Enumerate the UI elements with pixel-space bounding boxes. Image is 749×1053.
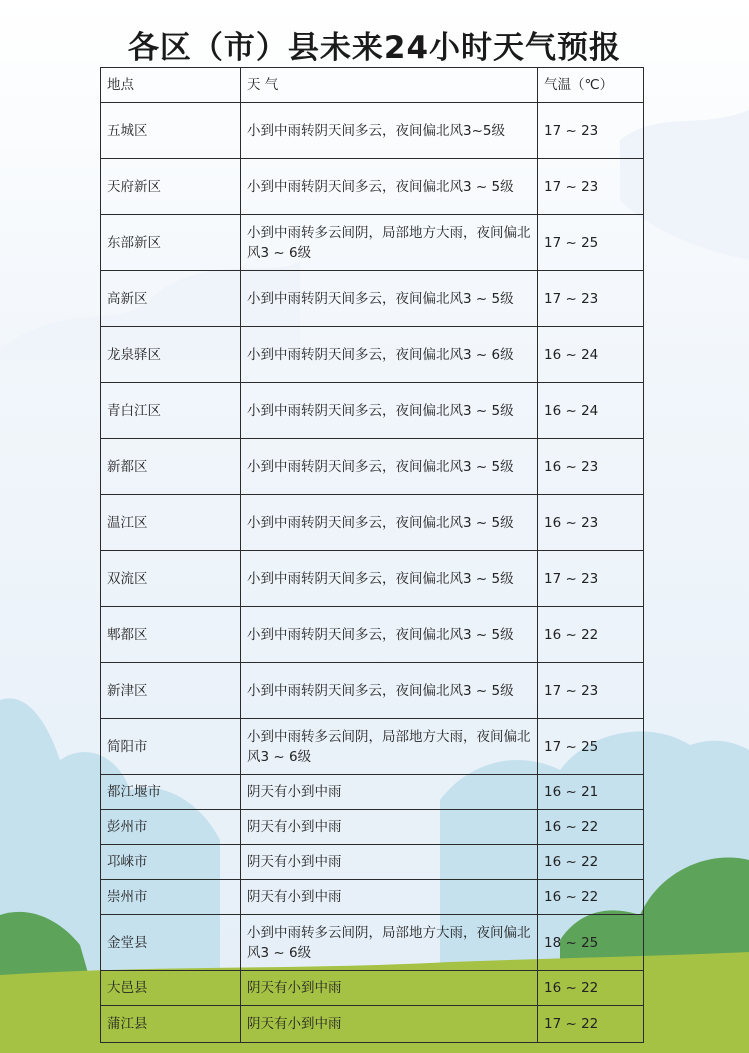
cell-place: 高新区: [101, 271, 241, 327]
cell-weather: 小到中雨转阴天间多云，夜间偏北风3 ~ 5级: [241, 551, 538, 607]
cell-place: 邛崃市: [101, 845, 241, 880]
cell-weather: 小到中雨转阴天间多云，夜间偏北风3 ~ 5级: [241, 495, 538, 551]
cell-temperature: 17 ~ 23: [538, 663, 644, 719]
cell-weather: 阴天有小到中雨: [241, 971, 538, 1006]
cell-weather: 小到中雨转阴天间多云，夜间偏北风3 ~ 5级: [241, 383, 538, 439]
table-row: [101, 607, 644, 663]
cell-temperature: 16 ~ 24: [538, 383, 644, 439]
cell-place: 崇州市: [101, 880, 241, 915]
header-weather: 天 气: [241, 68, 538, 103]
page-title: 各区（市）县未来24小时天气预报: [127, 30, 622, 66]
cell-place: 天府新区: [101, 159, 241, 215]
table-row: [101, 775, 644, 810]
cell-weather: 小到中雨转多云间阴，局部地方大雨，夜间偏北风3 ~ 6级: [241, 215, 538, 271]
cell-weather: 小到中雨转阴天间多云，夜间偏北风3 ~ 5级: [241, 663, 538, 719]
header-place: 地点: [101, 68, 241, 103]
cell-place: 新津区: [101, 663, 241, 719]
cell-temperature: 16 ~ 22: [538, 607, 644, 663]
cell-temperature: 16 ~ 23: [538, 439, 644, 495]
cell-temperature: 17 ~ 25: [538, 719, 644, 775]
cell-temperature: 17 ~ 23: [538, 103, 644, 159]
table-row: [101, 215, 644, 271]
cell-temperature: 16 ~ 22: [538, 971, 644, 1006]
cell-place: 彭州市: [101, 810, 241, 845]
cell-place: 郫都区: [101, 607, 241, 663]
cell-place: 龙泉驿区: [101, 327, 241, 383]
cell-temperature: 16 ~ 23: [538, 495, 644, 551]
table-row: [101, 439, 644, 495]
cell-place: 简阳市: [101, 719, 241, 775]
table-row: [101, 271, 644, 327]
table-row: [101, 495, 644, 551]
table-row: [101, 327, 644, 383]
cell-place: 青白江区: [101, 383, 241, 439]
cell-place: 大邑县: [101, 971, 241, 1006]
cell-weather: 小到中雨转阴天间多云，夜间偏北风3~5级: [241, 103, 538, 159]
cell-temperature: 16 ~ 22: [538, 810, 644, 845]
table-row: [101, 880, 644, 915]
cell-place: 双流区: [101, 551, 241, 607]
cell-temperature: 17 ~ 25: [538, 215, 644, 271]
cell-place: 五城区: [101, 103, 241, 159]
cell-temperature: 17 ~ 23: [538, 159, 644, 215]
table-header-row: [101, 68, 644, 103]
cell-weather: 阴天有小到中雨: [241, 775, 538, 810]
header-temperature: 气温（℃）: [538, 68, 644, 103]
table-row: [101, 383, 644, 439]
cell-temperature: 16 ~ 22: [538, 845, 644, 880]
weather-forecast-table: [100, 67, 644, 1043]
cell-weather: 小到中雨转阴天间多云，夜间偏北风3 ~ 5级: [241, 271, 538, 327]
cell-weather: 小到中雨转阴天间多云，夜间偏北风3 ~ 5级: [241, 439, 538, 495]
table-row: [101, 1006, 644, 1043]
cell-temperature: 17 ~ 22: [538, 1006, 644, 1043]
cell-weather: 小到中雨转阴天间多云，夜间偏北风3 ~ 5级: [241, 159, 538, 215]
table-row: [101, 719, 644, 775]
table-row: [101, 159, 644, 215]
cell-place: 都江堰市: [101, 775, 241, 810]
table-row: [101, 915, 644, 971]
table-row: [101, 551, 644, 607]
cell-weather: 小到中雨转多云间阴，局部地方大雨，夜间偏北风3 ~ 6级: [241, 719, 538, 775]
cell-weather: 阴天有小到中雨: [241, 880, 538, 915]
table-row: [101, 810, 644, 845]
table-row: [101, 663, 644, 719]
cell-temperature: 18 ~ 25: [538, 915, 644, 971]
cell-place: 金堂县: [101, 915, 241, 971]
cell-place: 温江区: [101, 495, 241, 551]
cell-weather: 小到中雨转阴天间多云，夜间偏北风3 ~ 6级: [241, 327, 538, 383]
table-row: [101, 845, 644, 880]
cell-weather: 阴天有小到中雨: [241, 810, 538, 845]
cell-temperature: 16 ~ 24: [538, 327, 644, 383]
cell-temperature: 17 ~ 23: [538, 551, 644, 607]
cell-place: 东部新区: [101, 215, 241, 271]
cell-temperature: 17 ~ 23: [538, 271, 644, 327]
cell-temperature: 16 ~ 21: [538, 775, 644, 810]
cell-place: 蒲江县: [101, 1006, 241, 1043]
table-row: [101, 103, 644, 159]
cell-place: 新都区: [101, 439, 241, 495]
cell-weather: 阴天有小到中雨: [241, 1006, 538, 1043]
cell-weather: 小到中雨转多云间阴，局部地方大雨，夜间偏北风3 ~ 6级: [241, 915, 538, 971]
cell-weather: 小到中雨转阴天间多云，夜间偏北风3 ~ 5级: [241, 607, 538, 663]
table-row: [101, 971, 644, 1006]
cell-weather: 阴天有小到中雨: [241, 845, 538, 880]
cell-temperature: 16 ~ 22: [538, 880, 644, 915]
